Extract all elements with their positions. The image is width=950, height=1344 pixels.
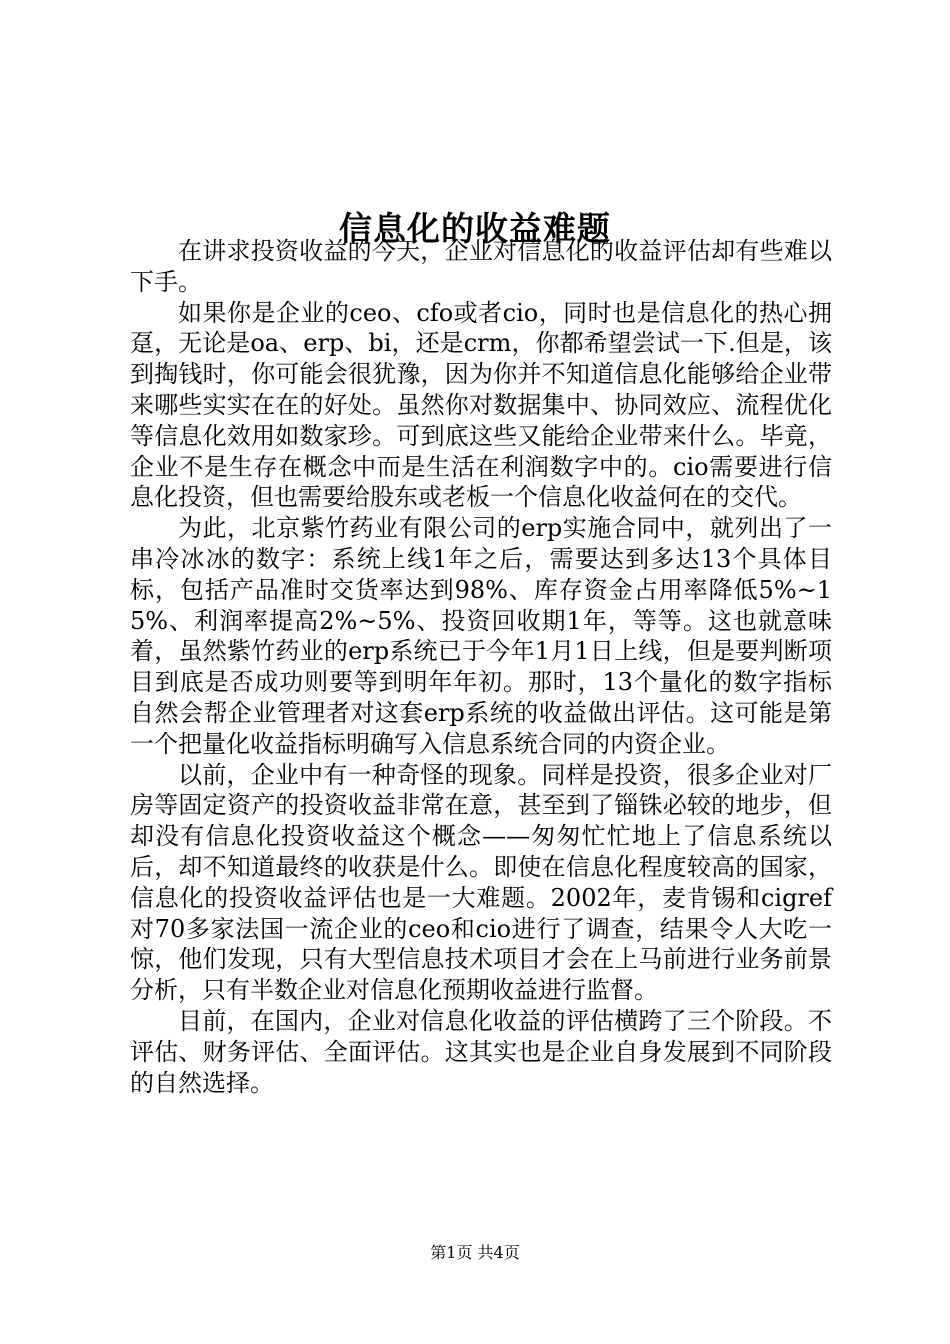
paragraph-5: 目前，在国内，企业对信息化收益的评估横跨了三个阶段。不评估、财务评估、全面评估。这其实也是企业自身发展到不同阶段的自然选择。 (130, 1006, 832, 1097)
paragraph-2: 如果你是企业的ceo、cfo或者cio，同时也是信息化的热心拥趸，无论是oa、erp、bi，还是crm，你都希望尝试一下.但是，该到掏钱时，你可能会很犹豫，因为你并不知道信息化能够给企业带来哪些实实在在的好处。虽然你对数据集中、协同效应、流程优化等信息化效用如数家珍。可到底这些又能给企业带来什么。毕竟，企业不是生存在概念中而是生活在利润数字中的。cio需要进行信息化投资，但也需要给股东或老板一个信息化收益何在的交代。 (130, 298, 832, 512)
paragraph-1: 在讲求投资收益的今天，企业对信息化的收益评估却有些难以下手。 (130, 237, 832, 296)
paragraph-3: 为此，北京紫竹药业有限公司的erp实施合同中，就列出了一串冷冰冰的数字：系统上线1年之后，需要达到多达13个具体目标，包括产品准时交货率达到98%、库存资金占用率降低5%~15%、利润率提高2%~5%、投资回收期1年，等等。这也就意味着，虽然紫竹药业的erp系统已于今年1月1日上线，但是要判断项目到底是否成功则要等到明年年初。那时，13个量化的数字指标自然会帮企业管理者对这套erp系统的收益做出评估。这可能是第一个把量化收益指标明确写入信息系统合同的内资企业。 (130, 514, 832, 758)
document-title: 信息化的收益难题 (339, 209, 611, 249)
paragraph-4: 以前，企业中有一种奇怪的现象。同样是投资，很多企业对厂房等固定资产的投资收益非常在意，甚至到了锱铢必较的地步，但却没有信息化投资收益这个概念——匆匆忙忙地上了信息系统以后，却不知道最终的收获是什么。即使在信息化程度较高的国家，信息化的投资收益评估也是一大难题。2002年，麦肯锡和cigref对70多家法国一流企业的ceo和cio进行了调查，结果令人大吃一惊，他们发现，只有大型信息技术项目才会在上马前进行业务前景分析，只有半数企业对信息化预期收益进行监督。 (130, 760, 832, 1005)
page-footer: 第1页 共4页 (430, 1243, 520, 1262)
document-body (130, 236, 832, 1098)
